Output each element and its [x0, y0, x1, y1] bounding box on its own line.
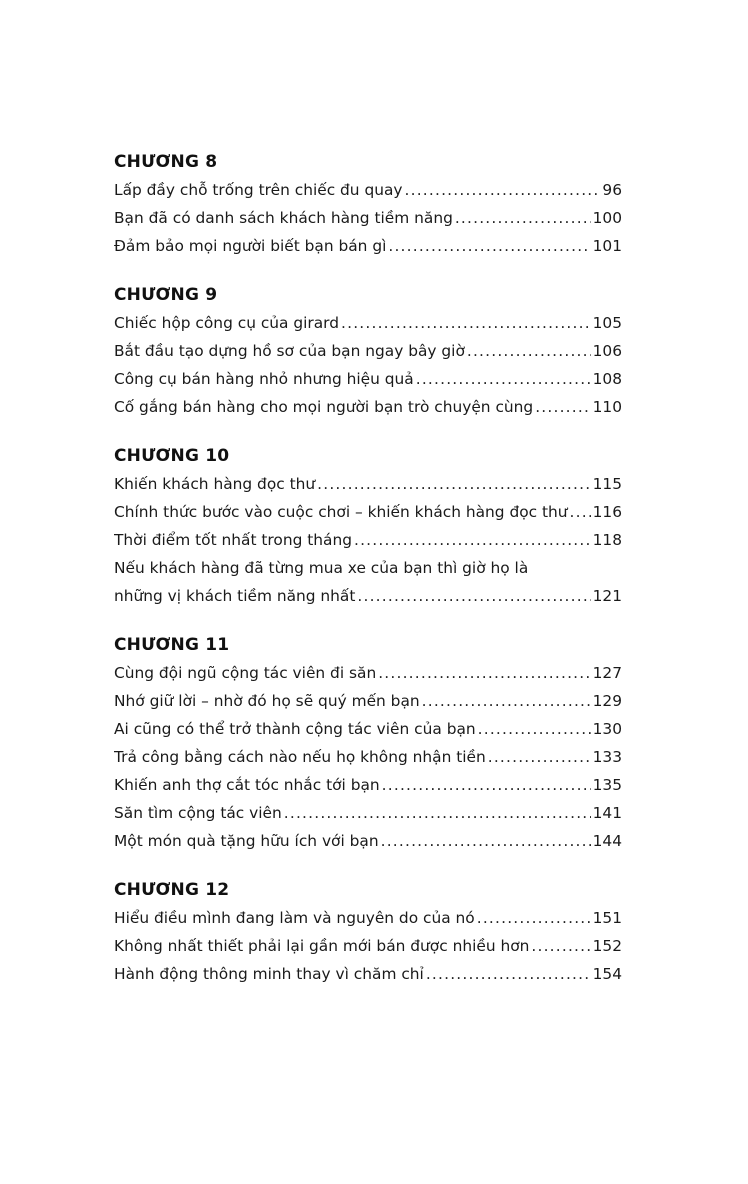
page-number: 133 — [592, 748, 622, 766]
chapter-11 — [114, 631, 622, 855]
entry-title: Công cụ bán hàng nhỏ nhưng hiệu quả — [114, 370, 414, 388]
entry-title: Săn tìm cộng tác viên — [114, 804, 282, 822]
chapter-title: CHƯƠNG 9 — [114, 285, 218, 305]
page-number: 116 — [592, 503, 622, 521]
chapter-8 — [114, 148, 622, 260]
dot-leader — [354, 526, 591, 554]
page-number: 144 — [592, 832, 622, 850]
page-number: 130 — [592, 720, 622, 738]
entry-title: Đảm bảo mọi người biết bạn bán gì — [114, 237, 387, 255]
toc-entry — [114, 715, 622, 743]
entry-title: Khiến khách hàng đọc thư — [114, 475, 316, 493]
entry-title: Một món quà tặng hữu ích với bạn — [114, 832, 379, 850]
page-number: 152 — [592, 937, 622, 955]
toc-entry — [114, 932, 622, 960]
toc-entry — [114, 204, 622, 232]
entry-title: Hành động thông minh thay vì chăm chỉ — [114, 965, 424, 983]
dot-leader — [531, 932, 590, 960]
page-number: 106 — [592, 342, 622, 360]
page-number: 100 — [592, 209, 622, 227]
dot-leader — [284, 799, 591, 827]
toc-entry — [114, 232, 622, 260]
entry-title: Cố gắng bán hàng cho mọi người bạn trò chuyện cùng — [114, 398, 534, 416]
toc-entry — [114, 827, 622, 855]
entry-title: Bạn đã có danh sách khách hàng tiềm năng — [114, 209, 453, 227]
page-number: 127 — [592, 664, 622, 682]
chapter-9 — [114, 281, 622, 421]
dot-leader — [467, 337, 591, 365]
toc-entry — [114, 526, 622, 554]
toc-entry — [114, 904, 622, 932]
dot-leader — [317, 470, 590, 498]
page-number: 141 — [592, 804, 622, 822]
chapter-title: CHƯƠNG 12 — [114, 880, 230, 900]
entry-title: Nhớ giữ lời – nhờ đó họ sẽ quý mến bạn — [114, 692, 420, 710]
table-of-contents — [114, 148, 622, 1009]
page-number: 96 — [602, 181, 622, 199]
dot-leader — [341, 309, 591, 337]
toc-entry — [114, 498, 622, 526]
entry-title: Cùng đội ngũ cộng tác viên đi săn — [114, 664, 377, 682]
entry-title: Nếu khách hàng đã từng mua xe của bạn thì giờ họ là — [114, 559, 529, 577]
entry-title: Trả công bằng cách nào nếu họ không nhận tiền — [114, 748, 486, 766]
dot-leader — [381, 827, 591, 855]
toc-entry — [114, 176, 622, 204]
dot-leader — [422, 687, 591, 715]
entry-title: Ai cũng có thể trở thành cộng tác viên của bạn — [114, 720, 476, 738]
dot-leader — [357, 582, 590, 610]
chapter-title: CHƯƠNG 10 — [114, 446, 230, 466]
toc-entry — [114, 470, 622, 498]
toc-entry — [114, 771, 622, 799]
toc-entry — [114, 799, 622, 827]
entry-title: Chiếc hộp công cụ của girard — [114, 314, 340, 332]
entry-title: Bắt đầu tạo dựng hồ sơ của bạn ngay bây giờ — [114, 342, 465, 360]
page-number: 105 — [592, 314, 622, 332]
dot-leader — [535, 393, 590, 421]
dot-leader — [570, 498, 591, 526]
chapter-title: CHƯƠNG 11 — [114, 635, 230, 655]
entry-title: Lấp đầy chỗ trống trên chiếc đu quay — [114, 181, 403, 199]
dot-leader — [416, 365, 591, 393]
page-number: 135 — [592, 776, 622, 794]
entry-title: Hiểu điều mình đang làm và nguyên do của nó — [114, 909, 475, 927]
chapter-10 — [114, 442, 622, 610]
toc-entry — [114, 393, 622, 421]
page-number: 151 — [592, 909, 622, 927]
page-number: 118 — [592, 531, 622, 549]
entry-title: Không nhất thiết phải lại gần mới bán được nhiều hơn — [114, 937, 530, 955]
toc-entry — [114, 960, 622, 988]
toc-entry — [114, 659, 622, 687]
dot-leader — [488, 743, 591, 771]
dot-leader — [455, 204, 591, 232]
chapter-title: CHƯƠNG 8 — [114, 152, 218, 172]
dot-leader — [478, 715, 591, 743]
page-number: 154 — [592, 965, 622, 983]
dot-leader — [477, 904, 591, 932]
dot-leader — [382, 771, 591, 799]
toc-entry-continued — [114, 554, 622, 582]
page-number: 110 — [592, 398, 622, 416]
toc-entry — [114, 582, 622, 610]
toc-entry — [114, 743, 622, 771]
entry-title: Khiến anh thợ cắt tóc nhắc tới bạn — [114, 776, 380, 794]
entry-title: những vị khách tiềm năng nhất — [114, 587, 356, 605]
entry-title: Chính thức bước vào cuộc chơi – khiến khách hàng đọc thư — [114, 503, 568, 521]
dot-leader — [405, 176, 601, 204]
page-number: 121 — [592, 587, 622, 605]
entry-title: Thời điểm tốt nhất trong tháng — [114, 531, 352, 549]
page-number: 101 — [592, 237, 622, 255]
page-number: 129 — [592, 692, 622, 710]
page-number: 115 — [592, 475, 622, 493]
toc-entry — [114, 309, 622, 337]
dot-leader — [426, 960, 591, 988]
dot-leader — [378, 659, 590, 687]
toc-entry — [114, 365, 622, 393]
toc-entry — [114, 687, 622, 715]
page-number: 108 — [592, 370, 622, 388]
toc-entry — [114, 337, 622, 365]
dot-leader — [388, 232, 590, 260]
chapter-12 — [114, 876, 622, 988]
